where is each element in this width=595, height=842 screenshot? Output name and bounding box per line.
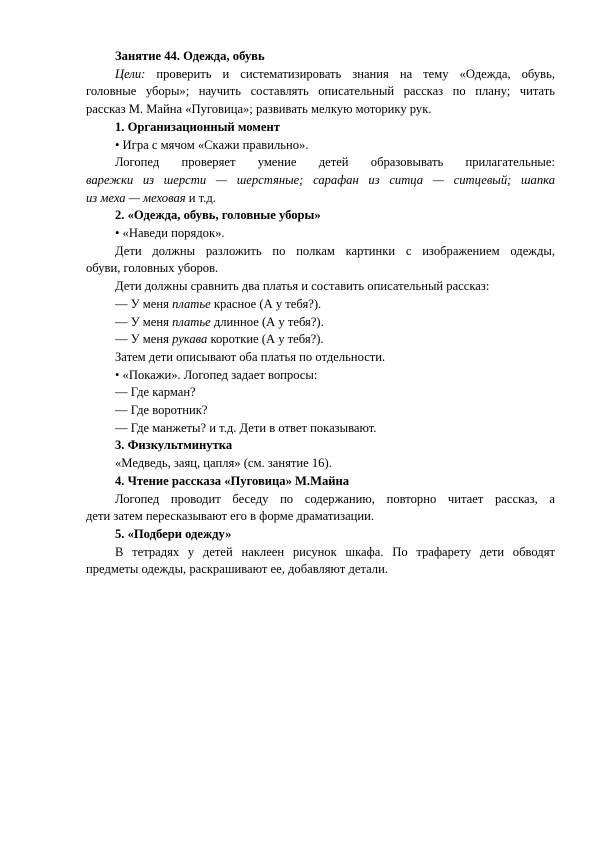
- dialog-line-2-c: длинное (А у тебя?).: [210, 314, 324, 329]
- section-2-text-1b: обуви, головных уборов.: [86, 261, 219, 276]
- lesson-title: Занятие 44. Одежда, обувь: [115, 49, 265, 63]
- section-1-example-1: варежки из шерсти — шерстяные; сарафан из ситца — ситцевый; шапка: [86, 172, 555, 187]
- section-1-example-2-text: из меха — меховая: [86, 190, 186, 205]
- section-2-text-1: Дети должны разложить по полкам картинки с изображением одежды,: [115, 243, 555, 258]
- section-2-text-2: Дети должны сравнить два платья и составить описательный рассказ:: [115, 279, 490, 294]
- goals-label: Цели:: [115, 66, 146, 81]
- section-5-line-2: предметы одежды, раскрашивают ее, добавляют детали.: [86, 562, 388, 577]
- section-1-example-2-tail: и т.д.: [185, 190, 216, 205]
- goals-line-2: головные уборы»; научить составлять описательный рассказ по плану; читать: [86, 84, 555, 99]
- dialog-line-1-b: платье: [172, 296, 211, 311]
- section-5-heading: 5. «Подбери одежду»: [115, 526, 232, 541]
- section-5-line-1: В тетрадях у детей наклеен рисунок шкафа. По трафарету дети обводят: [115, 544, 555, 559]
- dialog-line-3: [86, 331, 555, 349]
- section-2-text-3: Затем дети описывают оба платья по отдельности.: [115, 349, 386, 364]
- section-1-game: • Игра с мячом «Скажи правильно».: [115, 137, 309, 152]
- dialog-line-3-c: короткие (А у тебя?).: [207, 332, 324, 347]
- section-2-show: • «Покажи». Логопед задает вопросы:: [115, 367, 318, 382]
- section-1-heading: 1. Организационный момент: [115, 119, 280, 134]
- section-3-heading: 3. Физкультминутка: [115, 438, 233, 453]
- dialog-line-2-b: платье: [172, 314, 211, 329]
- question-1: — Где карман?: [115, 385, 196, 400]
- dialog-line-1-a: — У меня: [115, 296, 173, 311]
- section-1-text: Логопед проверяет умение детей образовывать прилагательные:: [115, 155, 555, 170]
- goals-line-1: [86, 66, 555, 84]
- dialog-line-2: [86, 314, 555, 332]
- dialog-line-1-c: красное (А у тебя?).: [210, 296, 322, 311]
- question-3: — Где манжеты? и т.д. Дети в ответ показывают.: [115, 420, 377, 435]
- dialog-line-1: [86, 296, 555, 314]
- section-1-example-2: [86, 190, 555, 208]
- dialog-line-2-a: — У меня: [115, 314, 173, 329]
- section-4-heading: 4. Чтение рассказа «Пуговица» М.Майна: [115, 473, 350, 488]
- section-2-heading: 2. «Одежда, обувь, головные уборы»: [115, 208, 321, 223]
- section-4-line-1: Логопед проводит беседу по содержанию, повторно читает рассказ, а: [115, 491, 555, 506]
- goals-line-3: рассказ М. Майна «Пуговица»; развивать мелкую моторику рук.: [86, 102, 432, 117]
- dialog-line-3-b: рукава: [172, 332, 208, 347]
- question-2: — Где воротник?: [115, 403, 208, 418]
- section-3-text: «Медведь, заяц, цапля» (см. занятие 16).: [115, 456, 332, 471]
- section-2-game: • «Наведи порядок».: [115, 226, 225, 241]
- goals-text-1: проверить и систематизировать знания на тему «Одежда, обувь,: [145, 66, 555, 81]
- dialog-line-3-a: — У меня: [115, 332, 173, 347]
- section-4-line-2: дети затем пересказывают его в форме драматизации.: [86, 509, 375, 524]
